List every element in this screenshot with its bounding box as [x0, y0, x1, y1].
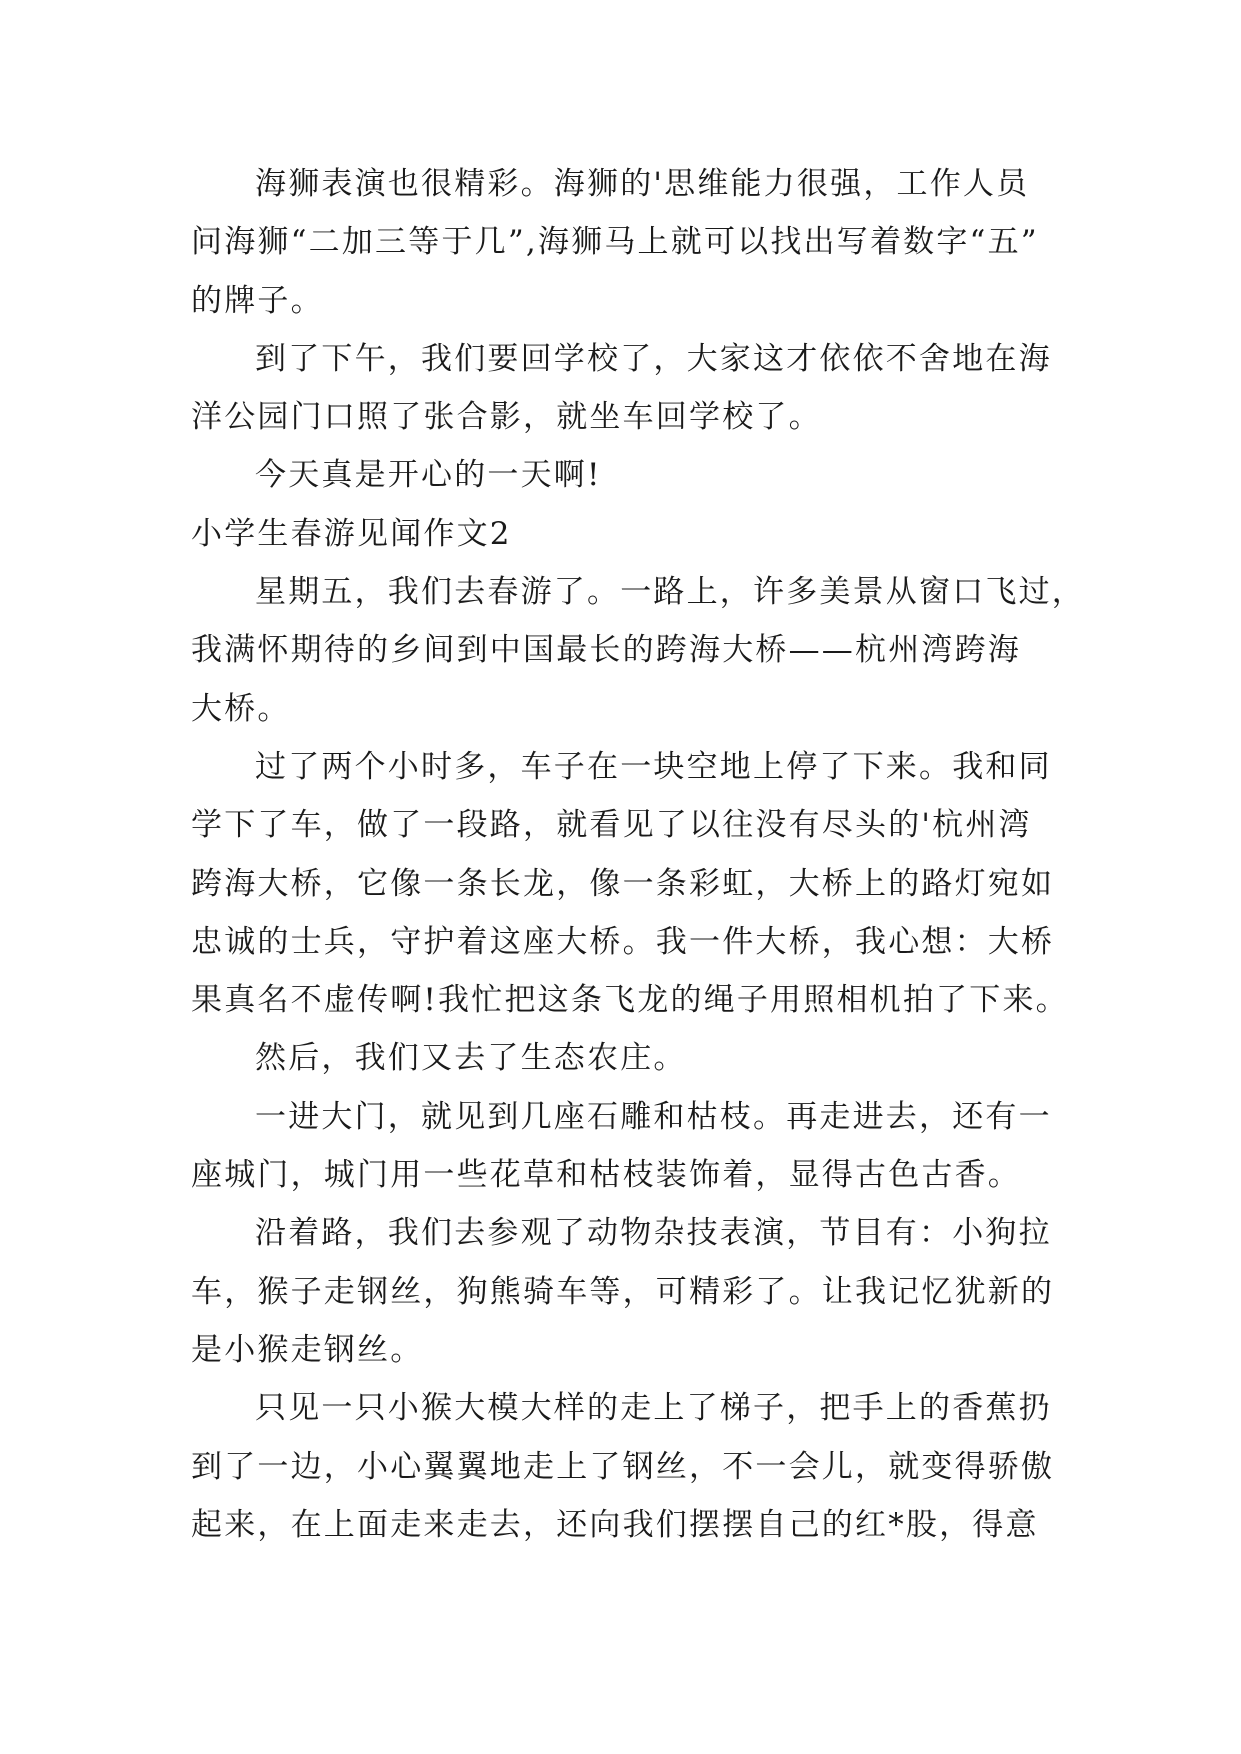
- text-line: 学下了车，做了一段路，就看见了以往没有尽头的'杭州湾: [191, 807, 1032, 844]
- text-line: 问海狮“二加三等于几”,海狮马上就可以找出写着数字“五”: [191, 224, 1039, 261]
- text-line: 今天真是开心的一天啊!: [255, 457, 602, 494]
- text-line: 洋公园门口照了张合影，就坐车回学校了。: [191, 399, 822, 436]
- text-line: 然后，我们又去了生态农庄。: [255, 1040, 687, 1077]
- text-line: 座城门，城门用一些花草和枯枝装饰着，显得古色古香。: [191, 1157, 1021, 1194]
- text-line: 海狮表演也很精彩。海狮的'思维能力很强，工作人员: [255, 166, 1030, 202]
- text-line: 到了一边，小心翼翼地走上了钢丝，不一会儿，就变得骄傲: [191, 1448, 1055, 1485]
- text-line: 小学生春游见闻作文2: [191, 515, 512, 552]
- text-line: 沿着路，我们去参观了动物杂技表演，节目有：小狗拉: [255, 1215, 1052, 1252]
- text-line: 一进大门，就见到几座石雕和枯枝。再走进去，还有一: [255, 1098, 1052, 1135]
- text-line: 过了两个小时多，车子在一块空地上停了下来。我和同: [255, 748, 1052, 785]
- text-line: 只见一只小猴大模大样的走上了梯子，把手上的香蕉扔: [255, 1390, 1052, 1427]
- text-line: 是小猴走钢丝。: [191, 1331, 424, 1368]
- text-line: 车，猴子走钢丝，狗熊骑车等，可精彩了。让我记忆犹新的: [191, 1273, 1055, 1310]
- text-line: 起来，在上面走来走去，还向我们摆摆自己的红*股，得意: [191, 1506, 1039, 1543]
- text-line: 星期五，我们去春游了。一路上，许多美景从窗口飞过，: [255, 574, 1085, 611]
- text-line: 忠诚的士兵，守护着这座大桥。我一件大桥，我心想：大桥: [191, 923, 1055, 960]
- text-line: 到了下午，我们要回学校了，大家这才依依不舍地在海: [255, 340, 1052, 377]
- text-line: 跨海大桥，它像一条长龙，像一条彩虹，大桥上的路灯宛如: [191, 865, 1055, 902]
- essay-text-block: [191, 155, 1085, 1554]
- text-line: 我满怀期待的乡间到中国最长的跨海大桥——杭州湾跨海: [191, 632, 1021, 669]
- text-line: 的牌子。: [191, 282, 324, 319]
- text-line: 果真名不虚传啊!我忙把这条飞龙的绳子用照相机拍了下来。: [191, 982, 1069, 1019]
- text-line: 大桥。: [191, 690, 291, 727]
